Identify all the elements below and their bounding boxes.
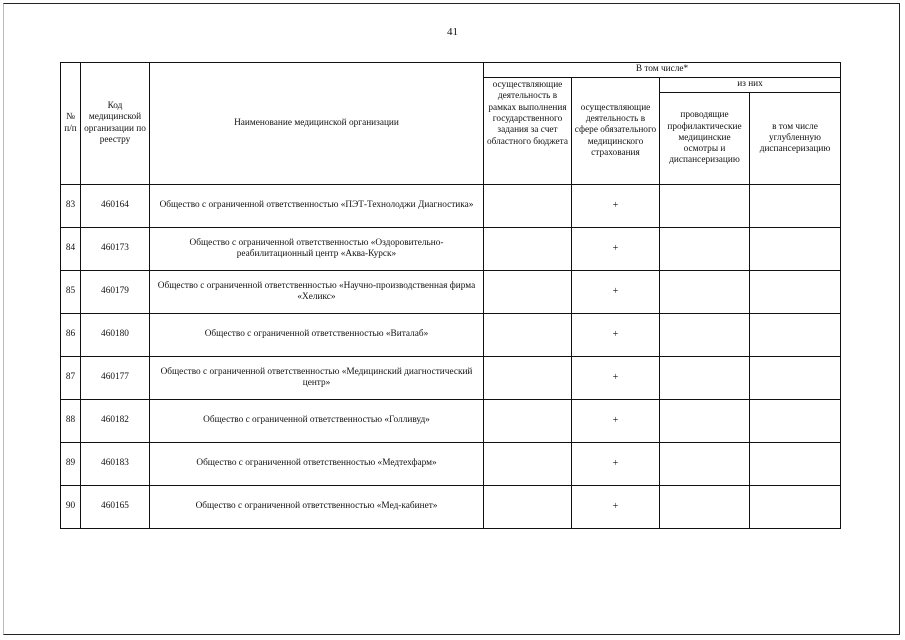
oms-cell: + bbox=[572, 271, 660, 314]
header-in-depth-dispensarization: в том числе углубленную диспансеризацию bbox=[750, 93, 841, 185]
state-assignment-cell bbox=[484, 443, 572, 486]
header-of-them-subgroup: из них bbox=[660, 78, 841, 93]
organization-code: 460165 bbox=[81, 486, 150, 529]
oms-cell: + bbox=[572, 228, 660, 271]
preventive-exams-cell bbox=[660, 486, 750, 529]
table-row bbox=[61, 486, 841, 529]
state-assignment-cell bbox=[484, 271, 572, 314]
header-organization-name: Наименование медицинской организации bbox=[150, 63, 484, 185]
header-state-assignment: осуществляющие деятельность в рамках выполнения государственного задания за счет областного бюджета bbox=[484, 78, 572, 185]
table-header bbox=[61, 63, 841, 185]
oms-cell: + bbox=[572, 185, 660, 228]
page-number: 41 bbox=[447, 26, 458, 38]
in-depth-dispensarization-cell bbox=[750, 486, 841, 529]
preventive-exams-cell bbox=[660, 357, 750, 400]
organization-code: 460164 bbox=[81, 185, 150, 228]
table-row bbox=[61, 400, 841, 443]
header-organization-code: Код медицинской организации по реестру bbox=[81, 63, 150, 185]
in-depth-dispensarization-cell bbox=[750, 400, 841, 443]
organization-name: Общество с ограниченной ответственностью «Научно-производственная фирма «Хеликс» bbox=[150, 271, 484, 314]
table-row bbox=[61, 314, 841, 357]
organization-code: 460180 bbox=[81, 314, 150, 357]
header-number: № п/п bbox=[61, 63, 81, 185]
organization-name: Общество с ограниченной ответственностью «ПЭТ-Технолоджи Диагностика» bbox=[150, 185, 484, 228]
organization-code: 460173 bbox=[81, 228, 150, 271]
in-depth-dispensarization-cell bbox=[750, 443, 841, 486]
table-row bbox=[61, 271, 841, 314]
in-depth-dispensarization-cell bbox=[750, 185, 841, 228]
oms-cell: + bbox=[572, 400, 660, 443]
row-number: 83 bbox=[61, 185, 81, 228]
oms-cell: + bbox=[572, 357, 660, 400]
row-number: 88 bbox=[61, 400, 81, 443]
state-assignment-cell bbox=[484, 357, 572, 400]
preventive-exams-cell bbox=[660, 271, 750, 314]
table-row bbox=[61, 185, 841, 228]
oms-cell: + bbox=[572, 486, 660, 529]
organization-code: 460179 bbox=[81, 271, 150, 314]
preventive-exams-cell bbox=[660, 443, 750, 486]
state-assignment-cell bbox=[484, 228, 572, 271]
state-assignment-cell bbox=[484, 486, 572, 529]
in-depth-dispensarization-cell bbox=[750, 314, 841, 357]
header-preventive-exams: проводящие профилактические медицинские осмотры и диспансеризацию bbox=[660, 93, 750, 185]
row-number: 86 bbox=[61, 314, 81, 357]
organization-name: Общество с ограниченной ответственностью «Медицинский диагностический центр» bbox=[150, 357, 484, 400]
row-number: 84 bbox=[61, 228, 81, 271]
table-row bbox=[61, 357, 841, 400]
preventive-exams-cell bbox=[660, 400, 750, 443]
organization-name: Общество с ограниченной ответственностью «Виталаб» bbox=[150, 314, 484, 357]
organization-name: Общество с ограниченной ответственностью «Оздоровительно-реабилитационный центр «Аква-Курск» bbox=[150, 228, 484, 271]
oms-cell: + bbox=[572, 314, 660, 357]
table-body bbox=[61, 185, 841, 529]
preventive-exams-cell bbox=[660, 314, 750, 357]
row-number: 89 bbox=[61, 443, 81, 486]
row-number: 87 bbox=[61, 357, 81, 400]
row-number: 85 bbox=[61, 271, 81, 314]
state-assignment-cell bbox=[484, 185, 572, 228]
organization-name: Общество с ограниченной ответственностью «Голливуд» bbox=[150, 400, 484, 443]
organization-code: 460182 bbox=[81, 400, 150, 443]
table-row bbox=[61, 443, 841, 486]
medical-organizations-table bbox=[60, 62, 841, 529]
organization-name: Общество с ограниченной ответственностью «Мед-кабинет» bbox=[150, 486, 484, 529]
preventive-exams-cell bbox=[660, 228, 750, 271]
row-number: 90 bbox=[61, 486, 81, 529]
header-oms: осуществляющие деятельность в сфере обязательного медицинского страхования bbox=[572, 78, 660, 185]
header-including-group: В том числе* bbox=[484, 63, 841, 78]
organization-name: Общество с ограниченной ответственностью «Медтехфарм» bbox=[150, 443, 484, 486]
table-row bbox=[61, 228, 841, 271]
in-depth-dispensarization-cell bbox=[750, 357, 841, 400]
organization-code: 460183 bbox=[81, 443, 150, 486]
in-depth-dispensarization-cell bbox=[750, 271, 841, 314]
preventive-exams-cell bbox=[660, 185, 750, 228]
state-assignment-cell bbox=[484, 400, 572, 443]
state-assignment-cell bbox=[484, 314, 572, 357]
oms-cell: + bbox=[572, 443, 660, 486]
organization-code: 460177 bbox=[81, 357, 150, 400]
in-depth-dispensarization-cell bbox=[750, 228, 841, 271]
